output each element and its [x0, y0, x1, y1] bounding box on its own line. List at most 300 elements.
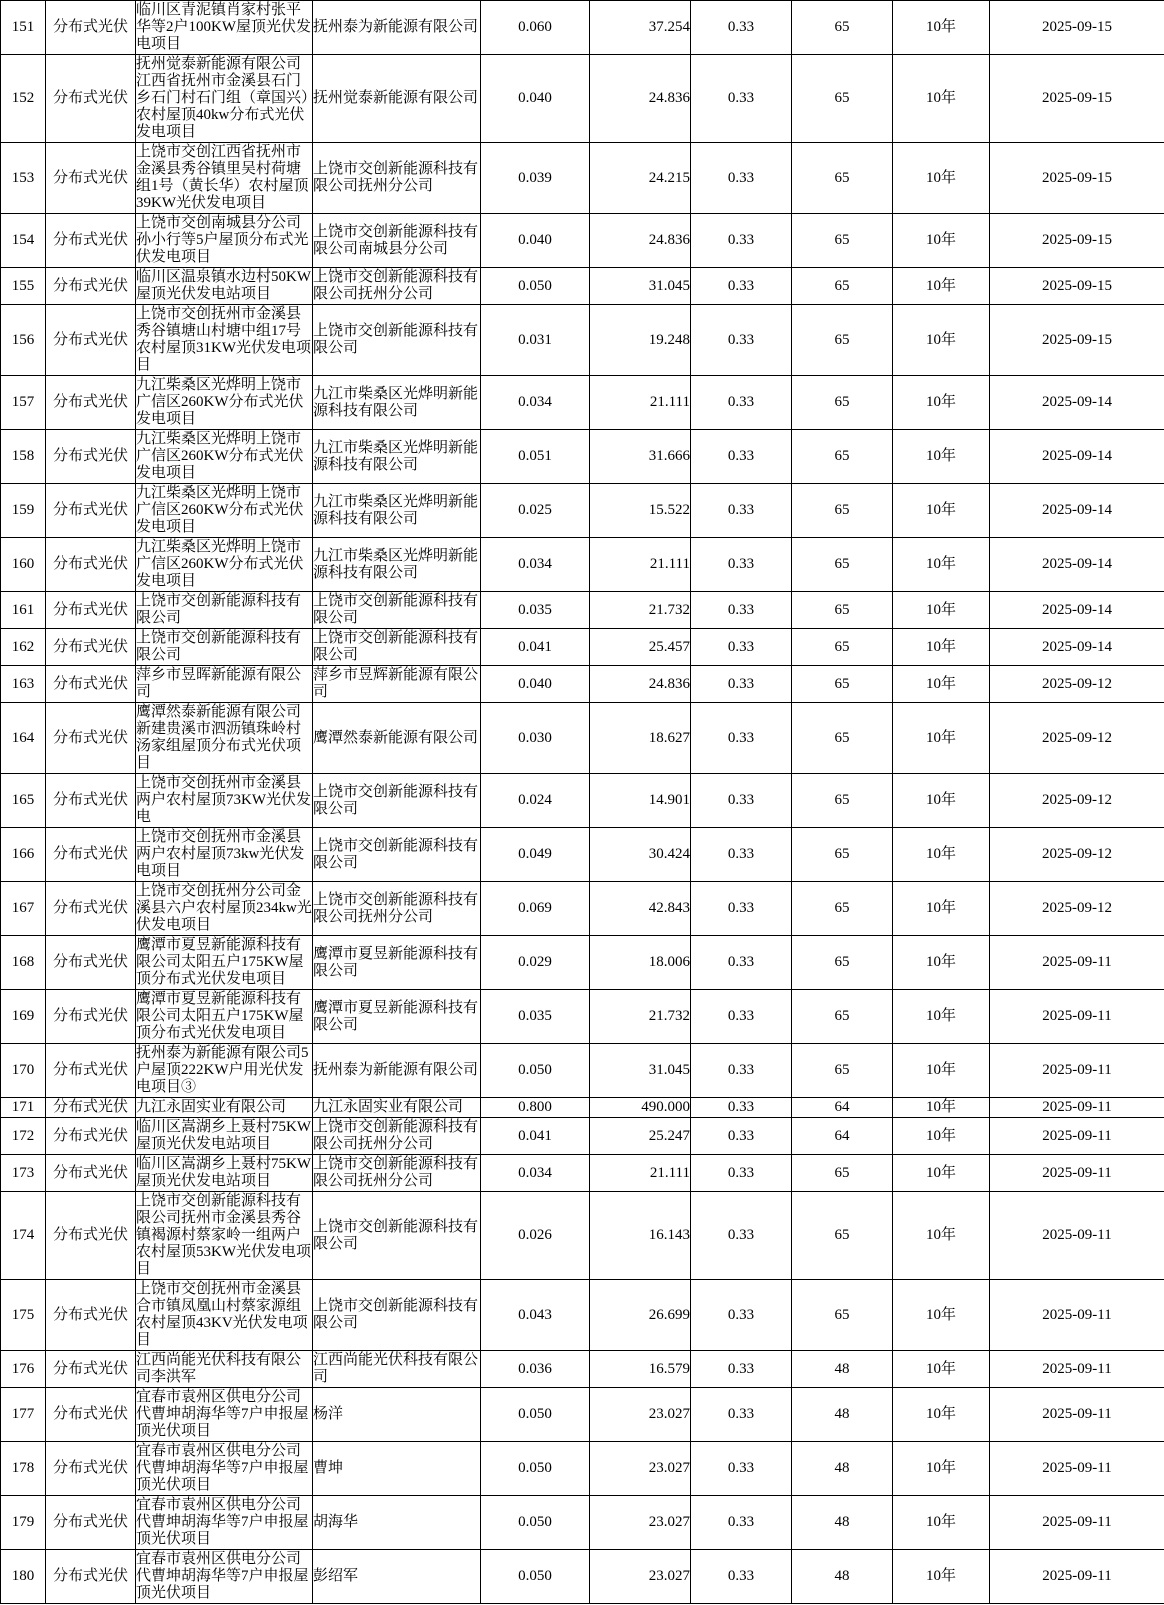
- cell-price-value: 0.036: [481, 1351, 590, 1388]
- cell-score-value: 48: [792, 1496, 893, 1550]
- cell-company-name: 鹰潭市夏昱新能源科技有限公司: [313, 936, 481, 990]
- cell-price-value: 0.041: [481, 629, 590, 666]
- cell-price-value: 0.050: [481, 268, 590, 305]
- cell-score-value: 65: [792, 55, 893, 143]
- cell-ratio-value: 0.33: [691, 936, 792, 990]
- cell-term: 10年: [893, 1192, 990, 1280]
- cell-project-name: 九江柴桑区光烨明上饶市广信区260KW分布式光伏发电项目: [136, 484, 313, 538]
- cell-project-name: 鹰潭然泰新能源有限公司新建贵溪市泗沥镇珠岭村汤家组屋顶分布式光伏项目: [136, 703, 313, 774]
- cell-date: 2025-09-14: [990, 629, 1164, 666]
- table-row: [1, 592, 1164, 629]
- table-row: [1, 828, 1164, 882]
- cell-price-value: 0.049: [481, 828, 590, 882]
- cell-ratio-value: 0.33: [691, 592, 792, 629]
- cell-price-value: 0.043: [481, 1280, 590, 1351]
- cell-date: 2025-09-15: [990, 143, 1164, 214]
- cell-date: 2025-09-11: [990, 1098, 1164, 1118]
- cell-project-name: 上饶市交创新能源科技有限公司抚州市金溪县秀谷镇褐源村蔡家岭一组两户农村屋顶53KW光伏发电项目: [136, 1192, 313, 1280]
- cell-energy-value: 26.699: [590, 1280, 691, 1351]
- cell-ratio-value: 0.33: [691, 1351, 792, 1388]
- cell-project-type: 分布式光伏: [46, 1496, 136, 1550]
- cell-score-value: 65: [792, 1192, 893, 1280]
- cell-price-value: 0.034: [481, 376, 590, 430]
- cell-score-value: 65: [792, 990, 893, 1044]
- cell-ratio-value: 0.33: [691, 484, 792, 538]
- cell-company-name: 萍乡市昱辉新能源有限公司: [313, 666, 481, 703]
- cell-project-name: 临川区嵩湖乡上聂村75KW屋顶光伏发电站项目: [136, 1118, 313, 1155]
- cell-term: 10年: [893, 666, 990, 703]
- table-row: [1, 305, 1164, 376]
- cell-ratio-value: 0.33: [691, 1118, 792, 1155]
- cell-company-name: 九江市柴桑区光烨明新能源科技有限公司: [313, 430, 481, 484]
- table-row: [1, 1280, 1164, 1351]
- cell-term: 10年: [893, 1044, 990, 1098]
- table-row: [1, 1496, 1164, 1550]
- cell-project-type: 分布式光伏: [46, 990, 136, 1044]
- cell-price-value: 0.060: [481, 1, 590, 55]
- cell-company-name: 上饶市交创新能源科技有限公司: [313, 1280, 481, 1351]
- table-row: [1, 1, 1164, 55]
- cell-date: 2025-09-12: [990, 774, 1164, 828]
- cell-project-type: 分布式光伏: [46, 1192, 136, 1280]
- cell-term: 10年: [893, 268, 990, 305]
- cell-energy-value: 16.143: [590, 1192, 691, 1280]
- cell-term: 10年: [893, 1550, 990, 1604]
- cell-price-value: 0.024: [481, 774, 590, 828]
- table-row: [1, 430, 1164, 484]
- cell-energy-value: 24.836: [590, 55, 691, 143]
- cell-project-type: 分布式光伏: [46, 1118, 136, 1155]
- cell-ratio-value: 0.33: [691, 882, 792, 936]
- cell-company-name: 上饶市交创新能源科技有限公司: [313, 592, 481, 629]
- cell-energy-value: 23.027: [590, 1496, 691, 1550]
- cell-row-number: 160: [1, 538, 46, 592]
- cell-score-value: 64: [792, 1118, 893, 1155]
- cell-energy-value: 31.666: [590, 430, 691, 484]
- cell-date: 2025-09-11: [990, 1351, 1164, 1388]
- cell-date: 2025-09-11: [990, 1550, 1164, 1604]
- cell-date: 2025-09-11: [990, 1388, 1164, 1442]
- cell-project-type: 分布式光伏: [46, 703, 136, 774]
- cell-project-name: 临川区青泥镇肖家村张平华等2户100KW屋顶光伏发电项目: [136, 1, 313, 55]
- cell-project-type: 分布式光伏: [46, 1044, 136, 1098]
- cell-term: 10年: [893, 376, 990, 430]
- cell-energy-value: 14.901: [590, 774, 691, 828]
- cell-date: 2025-09-11: [990, 1496, 1164, 1550]
- cell-company-name: 九江市柴桑区光烨明新能源科技有限公司: [313, 376, 481, 430]
- cell-company-name: 上饶市交创新能源科技有限公司抚州分公司: [313, 882, 481, 936]
- cell-project-type: 分布式光伏: [46, 666, 136, 703]
- cell-project-name: 上饶市交创新能源科技有限公司: [136, 629, 313, 666]
- cell-score-value: 65: [792, 430, 893, 484]
- cell-score-value: 65: [792, 774, 893, 828]
- cell-score-value: 65: [792, 214, 893, 268]
- table-row: [1, 1192, 1164, 1280]
- cell-project-type: 分布式光伏: [46, 1280, 136, 1351]
- cell-energy-value: 21.732: [590, 592, 691, 629]
- cell-project-name: 上饶市交创江西省抚州市金溪县秀谷镇里吴村荷塘组1号（黄长华）农村屋顶39KW光伏发电项目: [136, 143, 313, 214]
- cell-row-number: 168: [1, 936, 46, 990]
- cell-company-name: 曹坤: [313, 1442, 481, 1496]
- cell-score-value: 65: [792, 592, 893, 629]
- cell-row-number: 153: [1, 143, 46, 214]
- cell-ratio-value: 0.33: [691, 538, 792, 592]
- cell-company-name: 上饶市交创新能源科技有限公司: [313, 774, 481, 828]
- cell-score-value: 48: [792, 1442, 893, 1496]
- cell-ratio-value: 0.33: [691, 1550, 792, 1604]
- cell-date: 2025-09-14: [990, 484, 1164, 538]
- cell-ratio-value: 0.33: [691, 666, 792, 703]
- cell-price-value: 0.040: [481, 666, 590, 703]
- cell-ratio-value: 0.33: [691, 55, 792, 143]
- cell-project-name: 宜春市袁州区供电分公司代曹坤胡海华等7户申报屋顶光伏项目: [136, 1496, 313, 1550]
- cell-company-name: 上饶市交创新能源科技有限公司抚州分公司: [313, 143, 481, 214]
- cell-project-type: 分布式光伏: [46, 268, 136, 305]
- cell-price-value: 0.800: [481, 1098, 590, 1118]
- cell-row-number: 180: [1, 1550, 46, 1604]
- cell-date: 2025-09-12: [990, 828, 1164, 882]
- table-row: [1, 1550, 1164, 1604]
- cell-project-name: 鹰潭市夏昱新能源科技有限公司太阳五户175KW屋顶分布式光伏发电项目: [136, 936, 313, 990]
- cell-row-number: 177: [1, 1388, 46, 1442]
- cell-price-value: 0.040: [481, 55, 590, 143]
- cell-price-value: 0.069: [481, 882, 590, 936]
- cell-row-number: 172: [1, 1118, 46, 1155]
- cell-row-number: 176: [1, 1351, 46, 1388]
- cell-date: 2025-09-12: [990, 882, 1164, 936]
- cell-date: 2025-09-14: [990, 538, 1164, 592]
- cell-row-number: 171: [1, 1098, 46, 1118]
- cell-ratio-value: 0.33: [691, 1442, 792, 1496]
- cell-term: 10年: [893, 538, 990, 592]
- cell-energy-value: 23.027: [590, 1550, 691, 1604]
- cell-score-value: 65: [792, 1280, 893, 1351]
- cell-ratio-value: 0.33: [691, 990, 792, 1044]
- cell-row-number: 161: [1, 592, 46, 629]
- cell-row-number: 165: [1, 774, 46, 828]
- cell-term: 10年: [893, 305, 990, 376]
- cell-row-number: 178: [1, 1442, 46, 1496]
- cell-energy-value: 21.111: [590, 376, 691, 430]
- cell-ratio-value: 0.33: [691, 143, 792, 214]
- cell-score-value: 65: [792, 305, 893, 376]
- cell-project-name: 临川区温泉镇水边村50KW屋顶光伏发电站项目: [136, 268, 313, 305]
- cell-energy-value: 19.248: [590, 305, 691, 376]
- cell-energy-value: 24.836: [590, 214, 691, 268]
- cell-price-value: 0.039: [481, 143, 590, 214]
- cell-price-value: 0.050: [481, 1044, 590, 1098]
- cell-score-value: 65: [792, 376, 893, 430]
- cell-energy-value: 15.522: [590, 484, 691, 538]
- cell-row-number: 179: [1, 1496, 46, 1550]
- cell-ratio-value: 0.33: [691, 1044, 792, 1098]
- cell-row-number: 169: [1, 990, 46, 1044]
- table-row: [1, 990, 1164, 1044]
- cell-project-name: 上饶市交创抚州市金溪县两户农村屋顶73kw光伏发电项目: [136, 828, 313, 882]
- table-row: [1, 774, 1164, 828]
- cell-price-value: 0.050: [481, 1496, 590, 1550]
- table-row: [1, 538, 1164, 592]
- cell-company-name: 上饶市交创新能源科技有限公司抚州分公司: [313, 1155, 481, 1192]
- cell-company-name: 鹰潭市夏昱新能源科技有限公司: [313, 990, 481, 1044]
- cell-score-value: 65: [792, 882, 893, 936]
- cell-company-name: 抚州觉泰新能源有限公司: [313, 55, 481, 143]
- cell-project-name: 抚州觉泰新能源有限公司江西省抚州市金溪县石门乡石门村石门组（章国兴）农村屋顶40kw分布式光伏发电项目: [136, 55, 313, 143]
- cell-score-value: 65: [792, 268, 893, 305]
- cell-project-type: 分布式光伏: [46, 882, 136, 936]
- cell-company-name: 上饶市交创新能源科技有限公司南城县分公司: [313, 214, 481, 268]
- cell-project-name: 九江柴桑区光烨明上饶市广信区260KW分布式光伏发电项目: [136, 430, 313, 484]
- cell-date: 2025-09-12: [990, 666, 1164, 703]
- table-row: [1, 214, 1164, 268]
- cell-energy-value: 16.579: [590, 1351, 691, 1388]
- cell-row-number: 164: [1, 703, 46, 774]
- cell-energy-value: 23.027: [590, 1388, 691, 1442]
- table-row: [1, 703, 1164, 774]
- cell-ratio-value: 0.33: [691, 376, 792, 430]
- cell-term: 10年: [893, 1442, 990, 1496]
- cell-company-name: 上饶市交创新能源科技有限公司抚州分公司: [313, 1118, 481, 1155]
- cell-ratio-value: 0.33: [691, 1098, 792, 1118]
- cell-energy-value: 31.045: [590, 1044, 691, 1098]
- cell-term: 10年: [893, 55, 990, 143]
- cell-energy-value: 37.254: [590, 1, 691, 55]
- cell-project-name: 临川区嵩湖乡上聂村75KW屋顶光伏发电站项目: [136, 1155, 313, 1192]
- cell-score-value: 65: [792, 703, 893, 774]
- cell-score-value: 48: [792, 1351, 893, 1388]
- table-row: [1, 1351, 1164, 1388]
- cell-company-name: 上饶市交创新能源科技有限公司: [313, 305, 481, 376]
- cell-date: 2025-09-11: [990, 1155, 1164, 1192]
- cell-price-value: 0.050: [481, 1550, 590, 1604]
- table-row: [1, 1442, 1164, 1496]
- cell-date: 2025-09-14: [990, 376, 1164, 430]
- cell-row-number: 166: [1, 828, 46, 882]
- cell-company-name: 抚州泰为新能源有限公司: [313, 1044, 481, 1098]
- cell-date: 2025-09-14: [990, 430, 1164, 484]
- cell-project-name: 九江永固实业有限公司: [136, 1098, 313, 1118]
- cell-date: 2025-09-11: [990, 1044, 1164, 1098]
- cell-company-name: 彭绍军: [313, 1550, 481, 1604]
- table-row: [1, 1098, 1164, 1118]
- cell-row-number: 173: [1, 1155, 46, 1192]
- cell-row-number: 174: [1, 1192, 46, 1280]
- cell-ratio-value: 0.33: [691, 1192, 792, 1280]
- cell-ratio-value: 0.33: [691, 1, 792, 55]
- table-row: [1, 1118, 1164, 1155]
- cell-score-value: 65: [792, 538, 893, 592]
- cell-row-number: 159: [1, 484, 46, 538]
- cell-energy-value: 21.111: [590, 538, 691, 592]
- cell-company-name: 九江市柴桑区光烨明新能源科技有限公司: [313, 538, 481, 592]
- cell-date: 2025-09-11: [990, 936, 1164, 990]
- table-row: [1, 882, 1164, 936]
- cell-company-name: 鹰潭然泰新能源有限公司: [313, 703, 481, 774]
- cell-price-value: 0.050: [481, 1388, 590, 1442]
- cell-term: 10年: [893, 1351, 990, 1388]
- cell-term: 10年: [893, 214, 990, 268]
- cell-project-name: 萍乡市昱晖新能源有限公司: [136, 666, 313, 703]
- cell-project-type: 分布式光伏: [46, 430, 136, 484]
- cell-ratio-value: 0.33: [691, 828, 792, 882]
- cell-ratio-value: 0.33: [691, 305, 792, 376]
- cell-score-value: 48: [792, 1388, 893, 1442]
- cell-project-name: 江西尚能光伏科技有限公司李洪军: [136, 1351, 313, 1388]
- cell-project-type: 分布式光伏: [46, 143, 136, 214]
- cell-company-name: 上饶市交创新能源科技有限公司: [313, 1192, 481, 1280]
- cell-term: 10年: [893, 1388, 990, 1442]
- cell-row-number: 162: [1, 629, 46, 666]
- cell-company-name: 上饶市交创新能源科技有限公司: [313, 629, 481, 666]
- table-row: [1, 666, 1164, 703]
- cell-price-value: 0.040: [481, 214, 590, 268]
- cell-term: 10年: [893, 1, 990, 55]
- cell-project-type: 分布式光伏: [46, 1442, 136, 1496]
- cell-project-name: 上饶市交创抚州市金溪县秀谷镇塘山村塘中组17号农村屋顶31KW光伏发电项目: [136, 305, 313, 376]
- cell-ratio-value: 0.33: [691, 774, 792, 828]
- cell-energy-value: 18.006: [590, 936, 691, 990]
- cell-energy-value: 42.843: [590, 882, 691, 936]
- cell-term: 10年: [893, 828, 990, 882]
- cell-project-type: 分布式光伏: [46, 214, 136, 268]
- cell-project-type: 分布式光伏: [46, 936, 136, 990]
- cell-energy-value: 21.111: [590, 1155, 691, 1192]
- cell-date: 2025-09-11: [990, 1118, 1164, 1155]
- cell-project-type: 分布式光伏: [46, 1, 136, 55]
- cell-term: 10年: [893, 1118, 990, 1155]
- cell-project-type: 分布式光伏: [46, 484, 136, 538]
- cell-company-name: 九江永固实业有限公司: [313, 1098, 481, 1118]
- cell-row-number: 167: [1, 882, 46, 936]
- cell-project-type: 分布式光伏: [46, 1550, 136, 1604]
- cell-ratio-value: 0.33: [691, 1388, 792, 1442]
- cell-energy-value: 21.732: [590, 990, 691, 1044]
- table-row: [1, 1044, 1164, 1098]
- cell-score-value: 65: [792, 1, 893, 55]
- table-row: [1, 1388, 1164, 1442]
- cell-ratio-value: 0.33: [691, 1496, 792, 1550]
- table-row: [1, 376, 1164, 430]
- cell-score-value: 65: [792, 143, 893, 214]
- cell-project-type: 分布式光伏: [46, 629, 136, 666]
- cell-row-number: 152: [1, 55, 46, 143]
- cell-date: 2025-09-11: [990, 1280, 1164, 1351]
- cell-project-name: 抚州泰为新能源有限公司5户屋顶222KW户用光伏发电项目③: [136, 1044, 313, 1098]
- cell-energy-value: 23.027: [590, 1442, 691, 1496]
- cell-term: 10年: [893, 430, 990, 484]
- cell-date: 2025-09-15: [990, 268, 1164, 305]
- cell-project-name: 九江柴桑区光烨明上饶市广信区260KW分布式光伏发电项目: [136, 538, 313, 592]
- cell-row-number: 155: [1, 268, 46, 305]
- table-row: [1, 629, 1164, 666]
- cell-row-number: 175: [1, 1280, 46, 1351]
- cell-term: 10年: [893, 484, 990, 538]
- cell-date: 2025-09-11: [990, 1192, 1164, 1280]
- cell-company-name: 江西尚能光伏科技有限公司: [313, 1351, 481, 1388]
- cell-ratio-value: 0.33: [691, 629, 792, 666]
- cell-term: 10年: [893, 882, 990, 936]
- cell-score-value: 48: [792, 1550, 893, 1604]
- cell-project-type: 分布式光伏: [46, 376, 136, 430]
- cell-score-value: 65: [792, 629, 893, 666]
- cell-company-name: 上饶市交创新能源科技有限公司抚州分公司: [313, 268, 481, 305]
- cell-company-name: 胡海华: [313, 1496, 481, 1550]
- cell-score-value: 65: [792, 1155, 893, 1192]
- cell-score-value: 64: [792, 1098, 893, 1118]
- cell-term: 10年: [893, 592, 990, 629]
- cell-term: 10年: [893, 936, 990, 990]
- cell-project-name: 鹰潭市夏昱新能源科技有限公司太阳五户175KW屋顶分布式光伏发电项目: [136, 990, 313, 1044]
- cell-company-name: 九江市柴桑区光烨明新能源科技有限公司: [313, 484, 481, 538]
- cell-ratio-value: 0.33: [691, 268, 792, 305]
- table-row: [1, 268, 1164, 305]
- cell-date: 2025-09-15: [990, 55, 1164, 143]
- cell-price-value: 0.034: [481, 538, 590, 592]
- cell-score-value: 65: [792, 484, 893, 538]
- cell-price-value: 0.031: [481, 305, 590, 376]
- cell-term: 10年: [893, 629, 990, 666]
- cell-price-value: 0.035: [481, 990, 590, 1044]
- cell-energy-value: 30.424: [590, 828, 691, 882]
- cell-energy-value: 25.457: [590, 629, 691, 666]
- cell-price-value: 0.051: [481, 430, 590, 484]
- cell-term: 10年: [893, 990, 990, 1044]
- cell-energy-value: 31.045: [590, 268, 691, 305]
- cell-term: 10年: [893, 1496, 990, 1550]
- table-row: [1, 484, 1164, 538]
- cell-project-type: 分布式光伏: [46, 1351, 136, 1388]
- cell-date: 2025-09-15: [990, 214, 1164, 268]
- table-row: [1, 55, 1164, 143]
- table-body: [1, 1, 1164, 1604]
- cell-company-name: 杨洋: [313, 1388, 481, 1442]
- cell-ratio-value: 0.33: [691, 430, 792, 484]
- cell-date: 2025-09-11: [990, 1442, 1164, 1496]
- cell-row-number: 158: [1, 430, 46, 484]
- cell-price-value: 0.030: [481, 703, 590, 774]
- cell-project-name: 上饶市交创抚州市金溪县两户农村屋顶73KW光伏发电: [136, 774, 313, 828]
- cell-energy-value: 24.215: [590, 143, 691, 214]
- cell-project-type: 分布式光伏: [46, 828, 136, 882]
- cell-project-type: 分布式光伏: [46, 55, 136, 143]
- cell-ratio-value: 0.33: [691, 1280, 792, 1351]
- cell-term: 10年: [893, 774, 990, 828]
- cell-row-number: 170: [1, 1044, 46, 1098]
- cell-ratio-value: 0.33: [691, 214, 792, 268]
- cell-project-name: 上饶市交创新能源科技有限公司: [136, 592, 313, 629]
- cell-price-value: 0.025: [481, 484, 590, 538]
- cell-project-type: 分布式光伏: [46, 1388, 136, 1442]
- cell-date: 2025-09-15: [990, 305, 1164, 376]
- cell-project-name: 宜春市袁州区供电分公司代曹坤胡海华等7户申报屋顶光伏项目: [136, 1388, 313, 1442]
- cell-project-name: 九江柴桑区光烨明上饶市广信区260KW分布式光伏发电项目: [136, 376, 313, 430]
- table-row: [1, 1155, 1164, 1192]
- cell-term: 10年: [893, 1280, 990, 1351]
- cell-term: 10年: [893, 703, 990, 774]
- cell-row-number: 151: [1, 1, 46, 55]
- cell-energy-value: 490.000: [590, 1098, 691, 1118]
- cell-score-value: 65: [792, 936, 893, 990]
- cell-score-value: 65: [792, 828, 893, 882]
- cell-price-value: 0.050: [481, 1442, 590, 1496]
- cell-score-value: 65: [792, 1044, 893, 1098]
- table-row: [1, 143, 1164, 214]
- cell-project-type: 分布式光伏: [46, 1098, 136, 1118]
- cell-project-name: 上饶市交创南城县分公司孙小行等5户屋顶分布式光伏发电项目: [136, 214, 313, 268]
- cell-project-name: 宜春市袁州区供电分公司代曹坤胡海华等7户申报屋顶光伏项目: [136, 1442, 313, 1496]
- cell-ratio-value: 0.33: [691, 703, 792, 774]
- cell-project-type: 分布式光伏: [46, 774, 136, 828]
